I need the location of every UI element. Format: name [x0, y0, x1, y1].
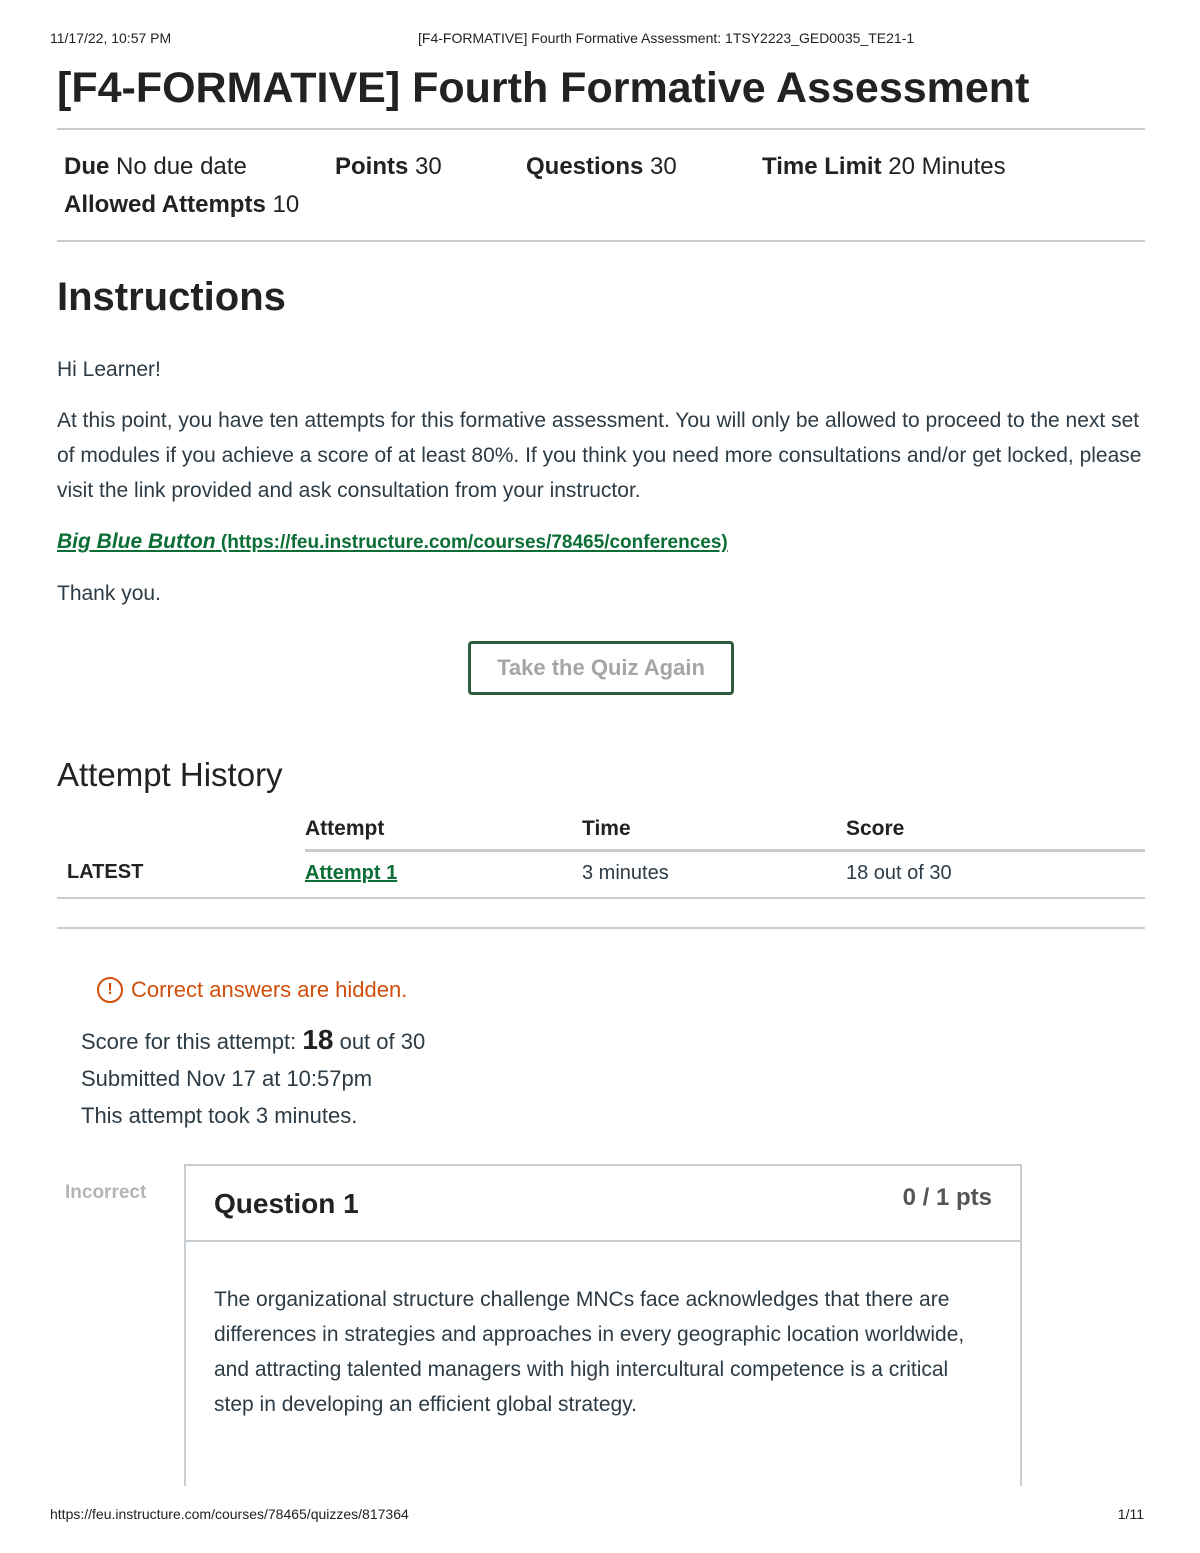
table-header-row [57, 817, 1145, 851]
submitted-line: Submitted Nov 17 at 10:57pm [81, 1066, 373, 1091]
hidden-note-text: Correct answers are hidden. [131, 977, 408, 1002]
duration-line: This attempt took 3 minutes. [81, 1103, 358, 1128]
score-prefix: Score for this attempt: [81, 1029, 303, 1054]
quiz-content [57, 62, 1145, 1494]
question-title: Question 1 [214, 1188, 359, 1219]
quiz-meta [57, 130, 1145, 240]
time-limit-info [762, 148, 1006, 186]
score-line [81, 1021, 1145, 1060]
attempt-score-block [81, 1021, 1145, 1134]
time-limit-label: Time Limit [762, 153, 882, 180]
conference-link-name[interactable]: Big Blue Button [57, 530, 216, 553]
time-cell: 3 minutes [582, 851, 846, 899]
allowed-attempts-info [64, 186, 299, 224]
conference-link[interactable] [57, 530, 728, 553]
attempt-link[interactable]: Attempt 1 [305, 862, 398, 884]
print-url: https://feu.instructure.com/courses/78465/quizzes/817364 [50, 1506, 409, 1522]
incorrect-badge: Incorrect [65, 1182, 147, 1203]
due-value: No due date [116, 153, 247, 180]
points-info [335, 148, 526, 186]
page-title: [F4-FORMATIVE] Fourth Formative Assessment [57, 64, 1030, 112]
questions-value: 30 [650, 153, 677, 180]
conference-link-paragraph [57, 524, 1145, 560]
due-label: Due [64, 153, 110, 180]
conference-link-url[interactable]: (https://feu.instructure.com/courses/78465/conferences) [215, 532, 728, 553]
attempt-history-table [57, 817, 1145, 899]
greeting-text: Hi Learner! [57, 358, 161, 381]
instructions-paragraph: At this point, you have ten attempts for this formative assessment. You will only be allowed to proceed to the next set of modules if you achieve a score of at least 80%. If you think you need more consultations and/or get locked, please visit the link provided and ask consultation from your instructor. [57, 409, 1142, 502]
divider [57, 927, 1145, 929]
warning-icon: ! [97, 977, 123, 1003]
question-points: 0 / 1 pts [902, 1184, 992, 1211]
score-value: 18 [302, 1024, 334, 1055]
questions-info [526, 148, 762, 186]
questions-label: Questions [526, 153, 644, 180]
score-cell: 18 out of 30 [846, 851, 1145, 899]
divider [57, 240, 1145, 242]
take-again-wrapper [57, 641, 1145, 695]
attempt-cell [305, 851, 582, 899]
table-header-attempt: Attempt [305, 817, 582, 851]
time-limit-value: 20 Minutes [888, 153, 1006, 180]
table-header-time: Time [582, 817, 846, 851]
print-doc-title: [F4-FORMATIVE] Fourth Formative Assessment: 1TSY2223_GED0035_TE21-1 [418, 30, 915, 46]
allowed-attempts-value: 10 [272, 191, 300, 218]
allowed-attempts-label: Allowed Attempts [64, 191, 266, 218]
points-value: 30 [415, 153, 442, 180]
question-header [186, 1166, 1020, 1242]
question-area [57, 1164, 1145, 1494]
correct-answers-hidden-notice [97, 977, 1145, 1003]
score-suffix: out of 30 [333, 1029, 426, 1054]
thanks-text: Thank you. [57, 582, 161, 605]
instructions-heading: Instructions [57, 275, 286, 319]
print-datetime: 11/17/22, 10:57 PM [50, 30, 172, 46]
latest-label: LATEST [57, 851, 305, 899]
take-quiz-again-button[interactable]: Take the Quiz Again [468, 641, 734, 695]
points-label: Points [335, 153, 409, 180]
table-header-score: Score [846, 817, 1145, 851]
page-number: 1/11 [1117, 1506, 1144, 1522]
table-header-blank [57, 817, 305, 851]
table-row [57, 851, 1145, 899]
question-text: The organizational structure challenge MNCs face acknowledges that there are differences in strategies and approaches in every geographic location worldwide, and attracting talented managers with high intercultural competence is a critical step in developing an efficient global strategy. [214, 1288, 965, 1416]
due-info [64, 148, 335, 186]
attempt-history-heading: Attempt History [57, 756, 283, 793]
question-card [184, 1164, 1022, 1486]
